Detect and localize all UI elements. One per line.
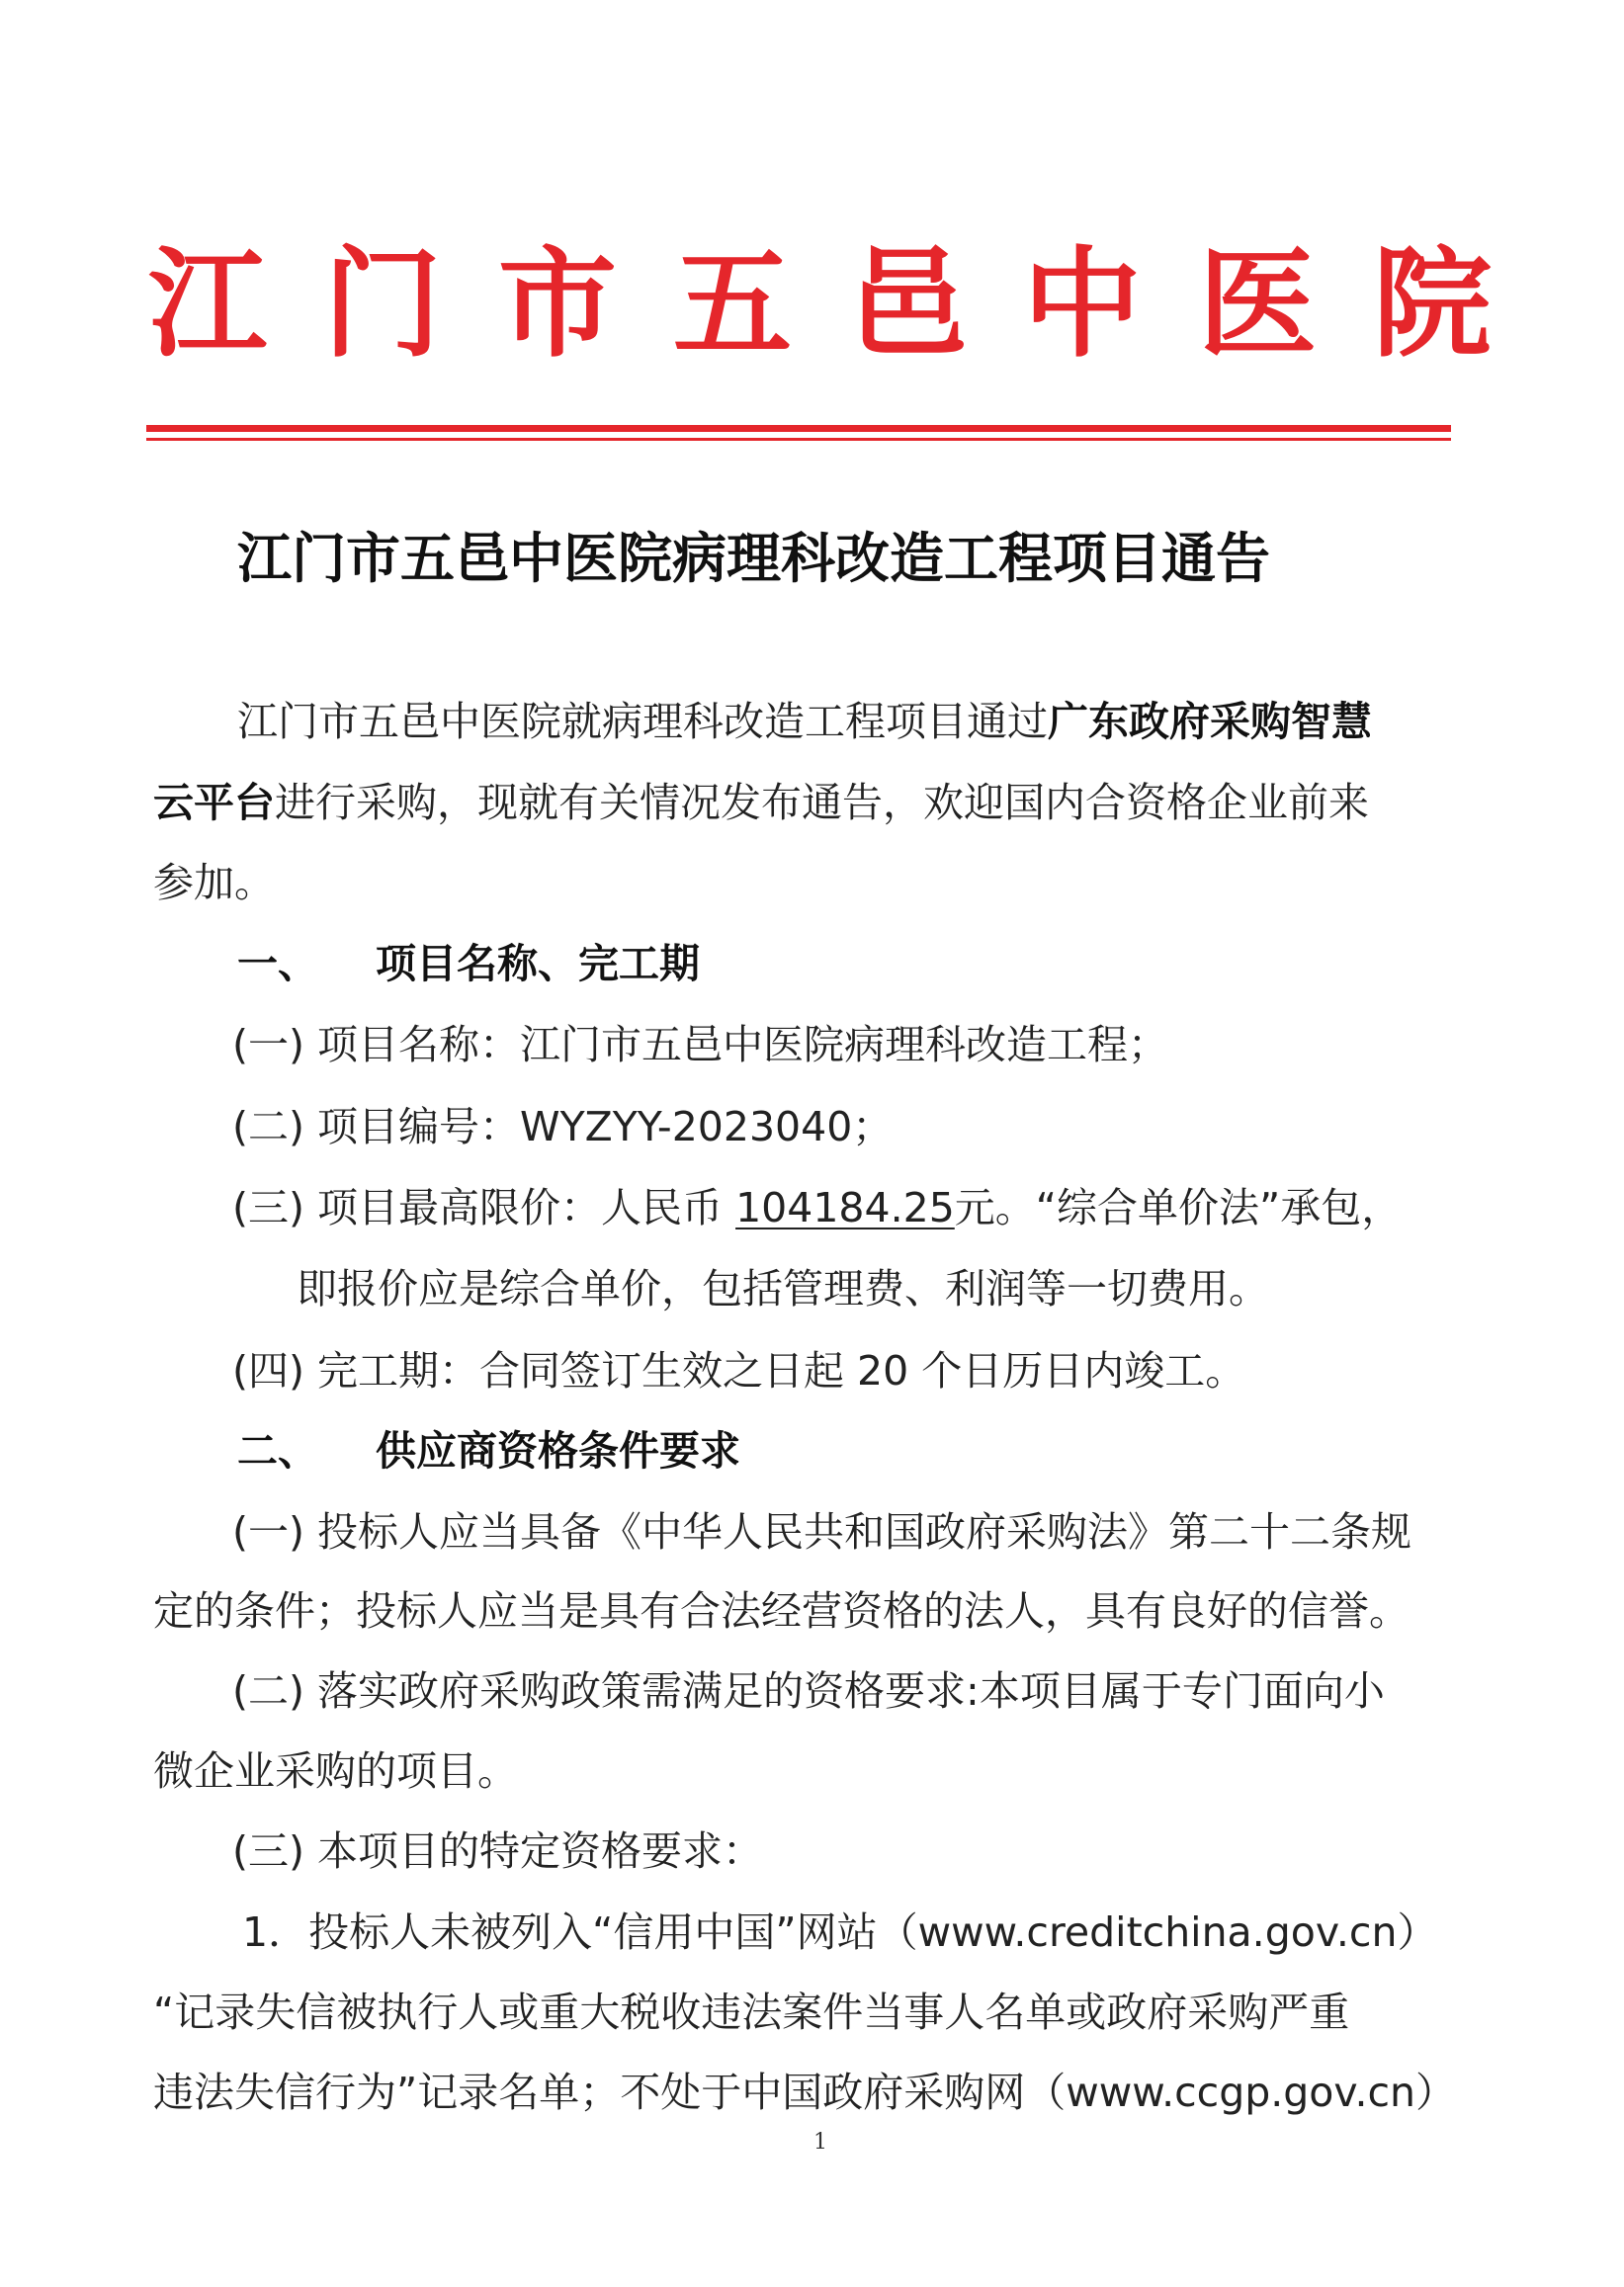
section-2-heading — [237, 1421, 740, 1481]
intro-line-1 — [237, 692, 1372, 751]
section-1-item-1: (一) 项目名称：江门市五邑中医院病理科改造工程； — [232, 1021, 1169, 1068]
section-2-item-2: (二) 落实政府采购政策需满足的资格要求:本项目属于专门面向小 — [232, 1667, 1385, 1715]
platform-name-part2: 云平台 — [153, 779, 275, 826]
section-1-number: 一、 — [237, 940, 318, 987]
notice-title: 江门市五邑中医院病理科改造工程项目通告 — [237, 526, 1271, 590]
requirement-1-continued-2: 违法失信行为”记录名单；不处于中国政府采购网（www.ccgp.gov.cn） — [153, 2069, 1457, 2116]
section-1-item-2: (二) 项目编号：WYZYY-2023040； — [232, 1103, 894, 1150]
section-2-title: 供应商资格条件要求 — [376, 1427, 740, 1475]
intro-text: 进行采购，现就有关情况发布通告，欢迎国内合资格企业前来 — [275, 779, 1369, 826]
letterhead-rule-thick — [146, 425, 1451, 432]
section-1-item-3 — [232, 1178, 1402, 1237]
price-amount: 104184.25 — [735, 1184, 955, 1231]
section-2-item-1: (一) 投标人应当具备《中华人民共和国政府采购法》第二十二条规 — [232, 1508, 1412, 1556]
section-2-item-1-continued: 定的条件；投标人应当是具有合法经营资格的法人，具有良好的信誉。 — [153, 1587, 1410, 1635]
section-2-number: 二、 — [237, 1427, 318, 1475]
section-2-item-3: (三) 本项目的特定资格要求： — [232, 1827, 764, 1875]
letterhead-title: 江门市五邑中医院 — [148, 234, 1548, 374]
requirement-1: 1．投标人未被列入“信用中国”网站（www.creditchina.gov.cn） — [242, 1908, 1438, 1956]
section-1-item-4: (四) 完工期：合同签订生效之日起 20 个日历日内竣工。 — [232, 1347, 1246, 1395]
page-number: 1 — [813, 2130, 827, 2155]
section-2-item-2-continued: 微企业采购的项目。 — [153, 1747, 518, 1795]
letterhead-rule-thin — [146, 438, 1451, 441]
section-1-heading — [237, 934, 700, 993]
price-method: 元。“综合单价法”承包， — [954, 1184, 1403, 1231]
intro-line-3: 参加。 — [153, 859, 275, 906]
intro-line-2 — [153, 773, 1369, 832]
section-1-item-3-continued: 即报价应是综合单价，包括管理费、利润等一切费用。 — [297, 1265, 1269, 1313]
section-1-title: 项目名称、完工期 — [376, 940, 700, 987]
platform-name-part1: 广东政府采购智慧 — [1048, 698, 1372, 745]
price-label: (三) 项目最高限价：人民币 — [232, 1184, 736, 1231]
requirement-1-continued: “记录失信被执行人或重大税收违法案件当事人名单或政府采购严重 — [153, 1989, 1350, 2036]
intro-text: 江门市五邑中医院就病理科改造工程项目通过 — [237, 698, 1048, 745]
